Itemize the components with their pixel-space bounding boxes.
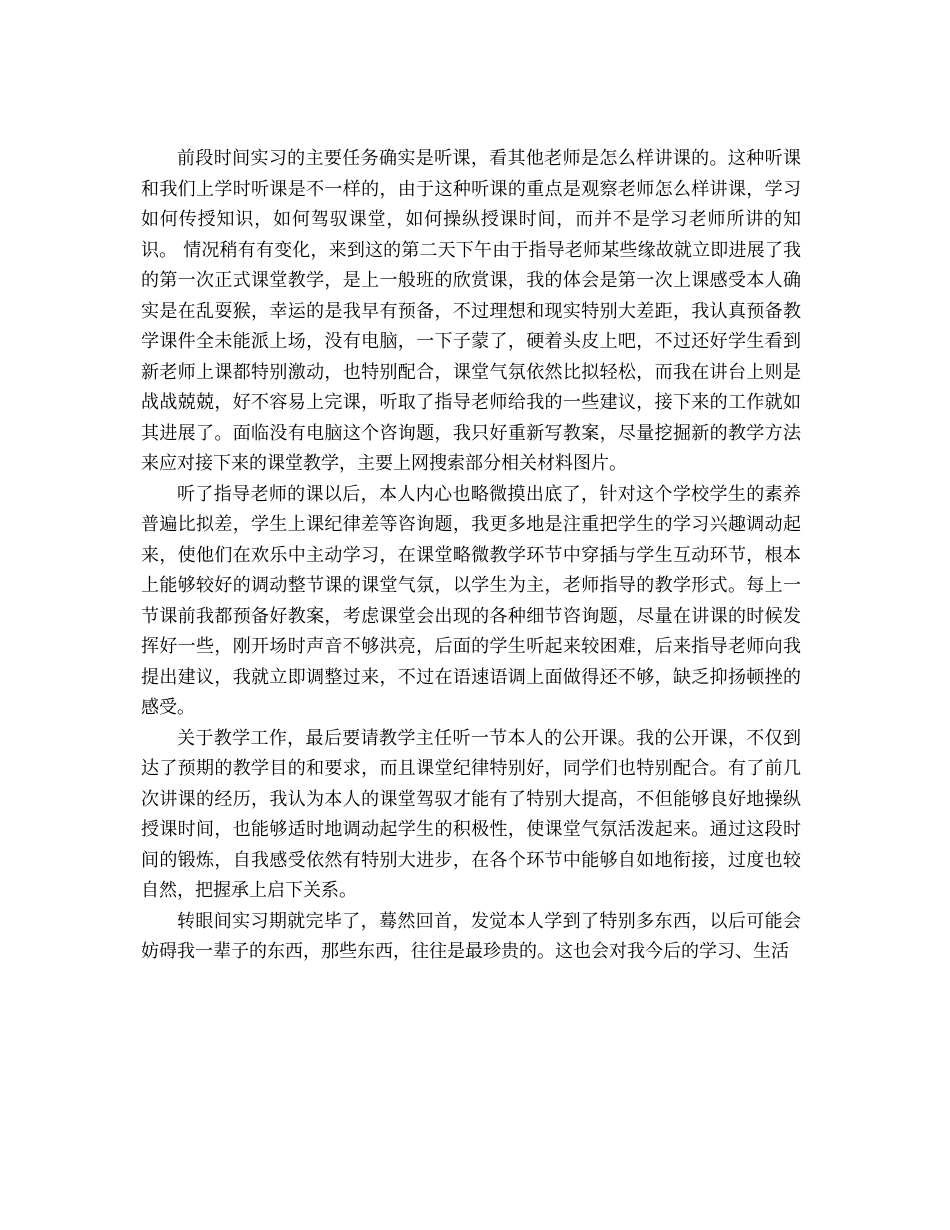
paragraph-3: 关于教学工作，最后要请教学主任听一节本人的公开课。我的公开课，不仅到达了预期的教学目的和要求，而且课堂纪律特别好，同学们也特别配合。有了前几次讲课的经历，我认为本人的课堂驾驭才能有了特别大提高，不但能够良好地操纵授课时间，也能够适时地调动起学生的积极性，使课堂气氛活泼起来。通过这段时间的锻炼，自我感受依然有特别大进步，在各个环节中能够自如地衔接，过度也较自然，把握承上启下关系。	[141, 727, 801, 901]
document-body	[141, 144, 801, 968]
paragraph-4: 转眼间实习期就完毕了，蓦然回首，发觉本人学到了特别多东西，以后可能会妨碍我一辈子的东西，那些东西，往往是最珍贵的。这也会对我今后的学习、生活	[141, 910, 801, 962]
paragraph-2: 听了指导老师的课以后，本人内心也略微摸出底了，针对这个学校学生的素养普遍比拟差，学生上课纪律差等咨询题，我更多地是注重把学生的学习兴趣调动起来，使他们在欢乐中主动学习，在课堂略微教学环节中穿插与学生互动环节，根本上能够较好的调动整节课的课堂气氛，以学生为主，老师指导的教学形式。每上一节课前我都预备好教案，考虑课堂会出现的各种细节咨询题，尽量在讲课的时候发挥好一些，刚开场时声音不够洪亮，后面的学生听起来较困难，后来指导老师向我提出建议，我就立即调整过来，不过在语速语调上面做得还不够，缺乏抑扬顿挫的感受。	[141, 483, 801, 718]
paragraph-1: 前段时间实习的主要任务确实是听课，看其他老师是怎么样讲课的。这种听课和我们上学时听课是不一样的，由于这种听课的重点是观察老师怎么样讲课，学习如何传授知识，如何驾驭课堂，如何操纵授课时间，而并不是学习老师所讲的知识。 情况稍有有变化，来到这的第二天下午由于指导老师某些缘故就立即进展了我的第一次正式课堂教学，是上一般班的欣赏课，我的体会是第一次上课感受本人确实是在乱耍猴，幸运的是我早有预备，不过理想和现实特别大差距，我认真预备教学课件全未能派上场，没有电脑，一下子蒙了，硬着头皮上吧，不过还好学生看到新老师上课都特别激动，也特别配合，课堂气氛依然比拟轻松，而我在讲台上则是战战兢兢，好不容易上完课，听取了指导老师给我的一些建议，接下来的工作就如其进展了。面临没有电脑这个咨询题，我只好重新写教案，尽量挖掘新的教学方法来应对接下来的课堂教学，主要上网搜索部分相关材料图片。	[141, 148, 801, 474]
